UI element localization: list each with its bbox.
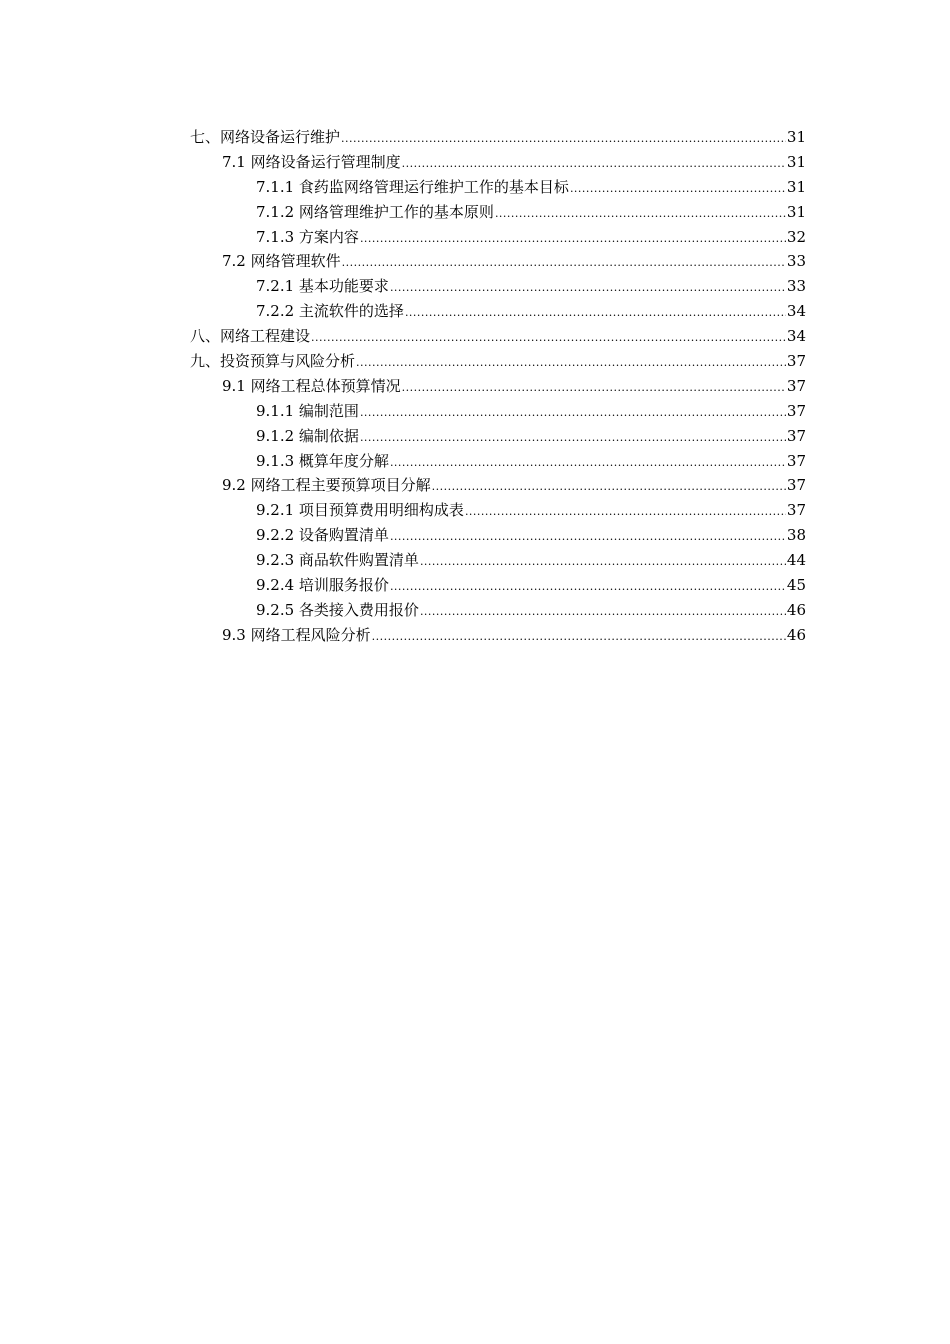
toc-entry-title: 9.1.3 概算年度分解	[256, 451, 389, 470]
toc-entry[interactable]	[190, 299, 806, 324]
toc-dot-leader	[495, 202, 786, 227]
toc-dot-leader	[356, 351, 786, 376]
toc-entry[interactable]	[190, 125, 806, 150]
toc-entry-page-number: 37	[786, 401, 806, 420]
toc-dot-leader	[342, 251, 786, 276]
toc-dot-leader	[390, 276, 786, 301]
toc-entry[interactable]	[190, 150, 806, 175]
table-of-contents	[190, 125, 806, 648]
toc-entry[interactable]	[190, 200, 806, 225]
toc-entry-page-number: 37	[786, 501, 806, 520]
toc-entry[interactable]	[190, 473, 806, 498]
toc-dot-leader	[360, 401, 786, 426]
toc-entry-page-number: 34	[786, 302, 806, 321]
toc-entry[interactable]	[190, 249, 806, 274]
toc-entry[interactable]	[190, 573, 806, 598]
toc-entry-title: 7.2.2 主流软件的选择	[256, 302, 404, 321]
toc-entry[interactable]	[190, 623, 806, 648]
toc-entry-title: 7.1 网络设备运行管理制度	[222, 152, 401, 171]
toc-entry-title: 9.2.3 商品软件购置清单	[256, 551, 419, 570]
toc-dot-leader	[390, 525, 786, 550]
toc-entry[interactable]	[190, 324, 806, 349]
toc-entry[interactable]	[190, 548, 806, 573]
toc-entry-page-number: 46	[786, 625, 806, 644]
toc-entry-page-number: 31	[786, 128, 806, 146]
toc-dot-leader	[341, 127, 786, 152]
toc-dot-leader	[432, 475, 786, 500]
toc-entry-page-number: 37	[786, 376, 806, 395]
toc-dot-leader	[360, 227, 786, 252]
toc-dot-leader	[402, 152, 786, 177]
toc-entry-page-number: 37	[786, 352, 806, 371]
toc-dot-leader	[405, 301, 786, 326]
toc-entry-page-number: 46	[786, 600, 806, 619]
toc-entry-page-number: 34	[786, 327, 806, 346]
toc-entry-page-number: 45	[786, 576, 806, 595]
toc-entry-title: 9.1 网络工程总体预算情况	[222, 376, 401, 395]
toc-dot-leader	[420, 550, 786, 575]
toc-entry-title: 9.3 网络工程风险分析	[222, 625, 371, 644]
toc-dot-leader	[402, 376, 786, 401]
toc-entry-title: 9.2.5 各类接入费用报价	[256, 600, 419, 619]
toc-dot-leader	[372, 625, 786, 650]
toc-entry[interactable]	[190, 523, 806, 548]
toc-dot-leader	[420, 600, 786, 625]
toc-entry-page-number: 37	[786, 426, 806, 445]
toc-dot-leader	[570, 177, 786, 202]
toc-entry-page-number: 32	[786, 227, 806, 246]
toc-entry-page-number: 33	[786, 252, 806, 271]
toc-entry[interactable]	[190, 498, 806, 523]
toc-dot-leader	[311, 326, 786, 351]
toc-entry-title: 9.2.1 项目预算费用明细构成表	[256, 501, 464, 520]
toc-entry-title: 7.1.2 网络管理维护工作的基本原则	[256, 202, 494, 221]
toc-entry-title: 9.2 网络工程主要预算项目分解	[222, 476, 431, 495]
toc-entry-title: 九、投资预算与风险分析	[190, 352, 356, 371]
toc-entry-page-number: 33	[786, 277, 806, 296]
toc-dot-leader	[390, 451, 786, 476]
toc-entry-page-number: 44	[786, 551, 806, 570]
toc-entry[interactable]	[190, 424, 806, 449]
toc-entry-title: 七、网络设备运行维护	[190, 128, 341, 146]
toc-entry[interactable]	[190, 374, 806, 399]
toc-entry[interactable]	[190, 349, 806, 374]
toc-dot-leader	[465, 500, 786, 525]
toc-entry[interactable]	[190, 274, 806, 299]
toc-entry-page-number: 31	[786, 177, 806, 196]
toc-entry-title: 9.2.2 设备购置清单	[256, 526, 389, 545]
toc-dot-leader	[360, 426, 786, 451]
toc-entry[interactable]	[190, 175, 806, 200]
toc-entry[interactable]	[190, 399, 806, 424]
toc-entry-title: 9.2.4 培训服务报价	[256, 576, 389, 595]
toc-entry[interactable]	[190, 449, 806, 474]
toc-entry-title: 9.1.1 编制范围	[256, 401, 359, 420]
toc-entry[interactable]	[190, 225, 806, 250]
toc-entry-page-number: 31	[786, 202, 806, 221]
toc-entry-page-number: 38	[786, 526, 806, 545]
toc-entry-page-number: 37	[786, 476, 806, 495]
toc-entry-page-number: 37	[786, 451, 806, 470]
toc-entry-title: 7.1.3 方案内容	[256, 227, 359, 246]
toc-entry-title: 7.1.1 食药监网络管理运行维护工作的基本目标	[256, 177, 569, 196]
toc-entry-title: 7.2.1 基本功能要求	[256, 277, 389, 296]
toc-entry[interactable]	[190, 598, 806, 623]
toc-entry-page-number: 31	[786, 152, 806, 171]
toc-entry-title: 7.2 网络管理软件	[222, 252, 341, 271]
toc-entry-title: 八、网络工程建设	[190, 327, 311, 346]
toc-dot-leader	[390, 575, 786, 600]
toc-entry-title: 9.1.2 编制依据	[256, 426, 359, 445]
